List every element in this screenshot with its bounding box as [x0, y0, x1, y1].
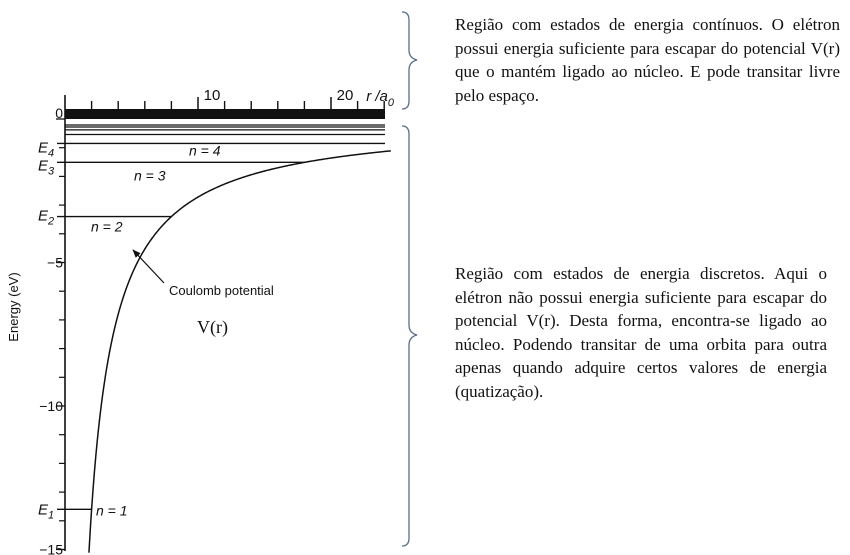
x-tick-label: 20: [336, 87, 354, 104]
energy-level-label-main: E: [38, 207, 49, 225]
energy-level-label-subscript: 1: [48, 509, 55, 522]
energy-level-label: [38, 157, 55, 177]
quantum-number-label: n = 4: [189, 142, 221, 159]
y-axis-title: Energy (eV): [6, 272, 21, 342]
continuum-brace: [402, 12, 417, 109]
discrete-brace: [402, 126, 417, 546]
y-tick-label: −5: [47, 254, 63, 271]
quantum-number-label: n = 2: [91, 218, 123, 235]
quantum-number-label: n = 3: [134, 167, 166, 184]
y-tick-label: −15: [39, 541, 63, 555]
energy-level-label-main: E: [38, 157, 49, 175]
x-tick-label: 10: [203, 87, 221, 104]
x-axis-title-main: r /a: [366, 88, 388, 105]
energy-level-label-main: E: [38, 139, 49, 157]
y-tick-label: 0: [55, 105, 63, 121]
x-axis-title: [366, 88, 395, 109]
energy-level-label-subscript: 4: [48, 147, 55, 160]
vr-label: V(r): [197, 317, 228, 337]
energy-level-label-subscript: 2: [48, 215, 55, 228]
energy-level-label-main: E: [38, 501, 49, 519]
coulomb-potential-label: Coulomb potential: [169, 283, 274, 298]
energy-level-label: [38, 208, 54, 228]
discrete-region-annotation: Região com estados de energia discretos. Aqui o elétron não possui energia suficiente para escapar do potencial V(r). Desta forma, encontra-se ligado ao núcleo. Podendo transitar de uma orbita para outra apenas quando adquire certos valores de energia (quatização).: [455, 264, 827, 401]
coulomb-label-arrow: [133, 250, 164, 283]
energy-level-label-subscript: 3: [48, 165, 55, 178]
coulomb-potential-curve: [89, 151, 391, 553]
quantum-number-label: n = 1: [96, 502, 128, 519]
x-axis-title-subscript: 0: [387, 97, 394, 109]
y-tick-label: −10: [39, 398, 63, 414]
energy-level-label: [38, 501, 54, 521]
continuum-band: [65, 109, 385, 119]
energy-level-label: [38, 139, 54, 159]
continuous-region-annotation: Região com estados de energia contínuos. O elétron possui energia suficiente para escapar do potencial V(r) que o mantém ligado ao núcleo. E pode transitar livre pelo espaço.: [455, 15, 840, 105]
